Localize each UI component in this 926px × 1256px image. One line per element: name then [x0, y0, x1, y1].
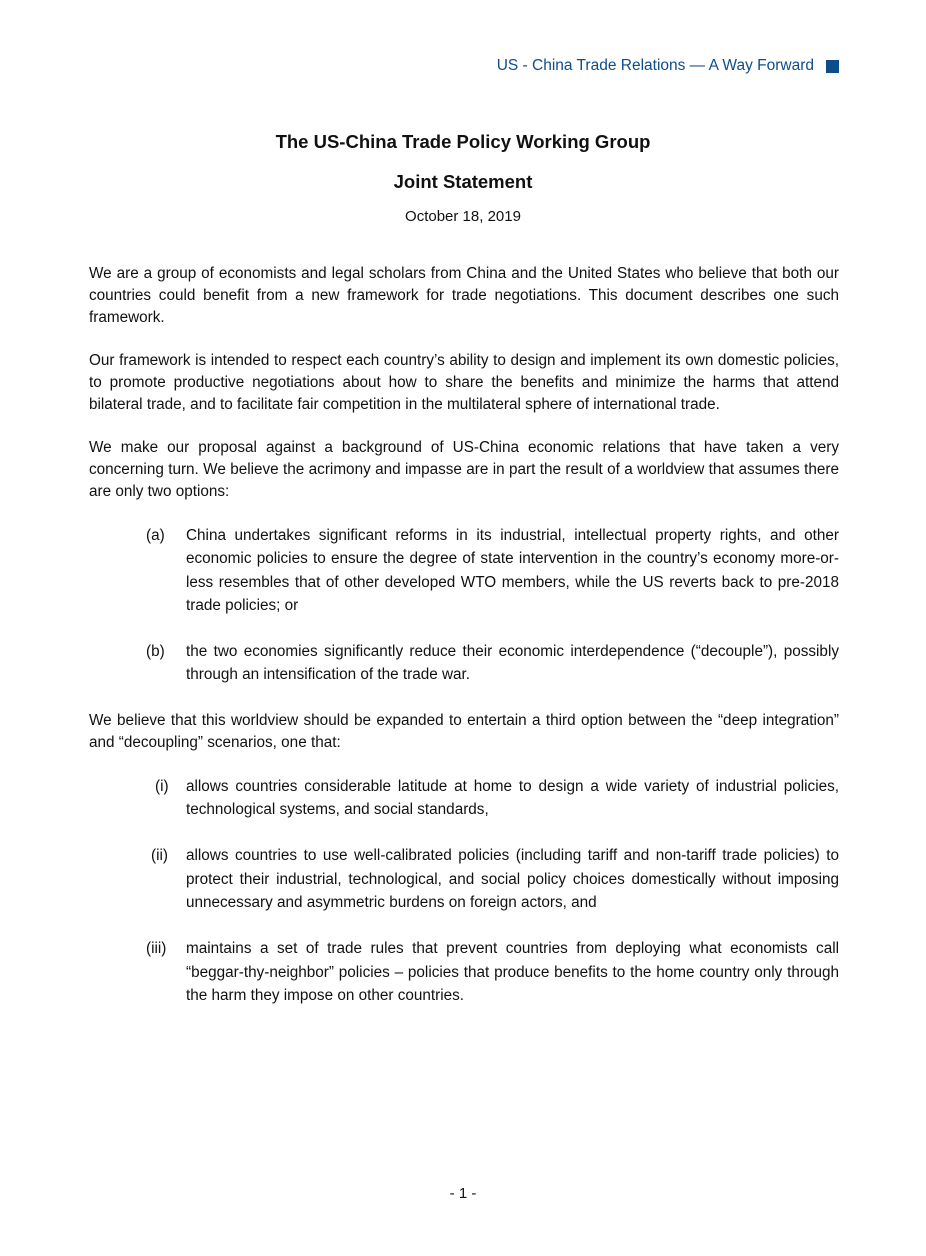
list-marker: (a)	[146, 527, 165, 544]
document-body	[89, 263, 839, 1030]
list-item-text: China undertakes significant reforms in its industrial, intellectual property rights, and other economic policies to ensure the degree of state intervention in the country’s economy more-or-less resembles that of other developed WTO members, while the US reverts back to pre-2018 trade policies; or	[186, 527, 839, 614]
list-marker: (ii)	[151, 847, 168, 865]
list-item	[89, 937, 839, 1007]
title-block	[0, 130, 926, 227]
list-item	[89, 524, 839, 617]
list-item	[89, 844, 839, 914]
list-item	[89, 640, 839, 687]
paragraph-intro: We are a group of economists and legal scholars from China and the United States who believe that both our countries could benefit from a new framework for trade negotiations. This document describes one such framework.	[89, 265, 839, 326]
header-square-icon	[826, 60, 839, 73]
list-marker: (iii)	[146, 940, 167, 958]
third-option-list	[89, 775, 839, 1007]
paragraph-third-option: We believe that this worldview should be expanded to entertain a third option between the “deep integration” and “decoupling” scenarios, one that:	[89, 711, 839, 751]
paragraph-background: We make our proposal against a background of US-China economic relations that have taken a very concerning turn. We believe the acrimony and impasse are in part the result of a worldview that assumes there are only two options:	[89, 439, 839, 500]
document-subtitle: Joint Statement	[393, 171, 533, 192]
list-marker: (b)	[146, 643, 165, 661]
running-header-title: US - China Trade Relations — A Way Forward	[496, 57, 814, 74]
list-item-text: allows countries to use well-calibrated policies (including tariff and non-tariff trade policies) to protect their industrial, technological, and social policy choices domestically without imposing unnecessary and asymmetric burdens on foreign actors, and	[186, 847, 839, 911]
two-options-list	[89, 524, 839, 687]
list-item-text: the two economies significantly reduce their economic interdependence (“decouple”), possibly through an intensification of the trade war.	[186, 643, 839, 684]
document-date: October 18, 2019	[405, 208, 521, 225]
list-item	[89, 775, 839, 822]
list-item-text: allows countries considerable latitude at home to design a wide variety of industrial policies, technological systems, and social standards,	[186, 777, 839, 819]
list-marker: (i)	[155, 777, 169, 795]
running-header	[497, 57, 839, 75]
list-item-text: maintains a set of trade rules that prevent countries from deploying what economists call “beggar-thy-neighbor” policies – policies that produce benefits to the home country only through the harm they impose on other countries.	[186, 940, 839, 1004]
page-number: - 1 -	[449, 1185, 477, 1202]
document-title: The US-China Trade Policy Working Group	[275, 131, 651, 152]
paragraph-framework: Our framework is intended to respect each country’s ability to design and implement its own domestic policies, to promote productive negotiations about how to share the benefits and minimize the harms that attend bilateral trade, and to facilitate fair competition in the multilateral sphere of international trade.	[89, 352, 839, 413]
